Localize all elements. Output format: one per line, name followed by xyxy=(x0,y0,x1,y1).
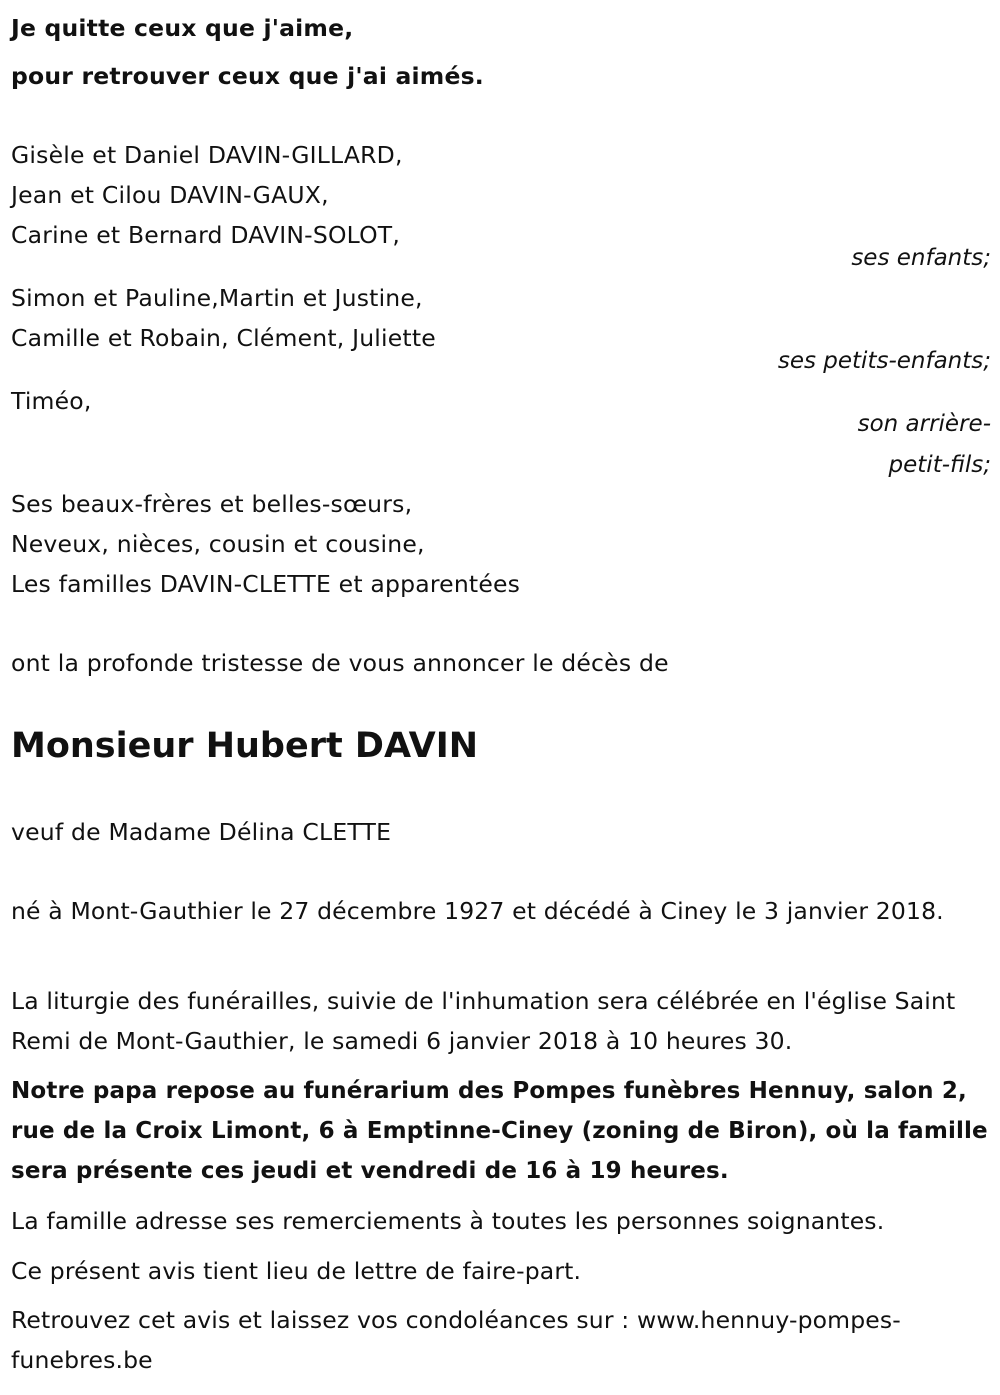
great-grandchildren-relation-line-1: son arrière- xyxy=(857,411,991,437)
funerarium-info: Notre papa repose au funérarium des Pompes funèbres Hennuy, salon 2, rue de la Croix Limont, 6 à Emptinne-Ciney (zoning de Biron), où la famille sera présente ces jeudi et vendredi de 16 à 19 heures. xyxy=(11,1078,988,1184)
epigraph-line-1: Je quitte ceux que j'aime, xyxy=(11,14,354,42)
deceased-name: Monsieur Hubert DAVIN xyxy=(11,726,479,766)
birth-death-dates: né à Mont-Gauthier le 27 décembre 1927 et décédé à Ciney le 3 janvier 2018. xyxy=(11,897,944,925)
child-name: Gisèle et Daniel DAVIN-GILLARD, xyxy=(11,141,403,169)
notice-statement: Ce présent avis tient lieu de lettre de faire-part. xyxy=(11,1257,582,1285)
grandchild-name: Camille et Robain, Clément, Juliette xyxy=(11,324,436,352)
child-name: Jean et Cilou DAVIN-GAUX, xyxy=(11,181,329,209)
widower-of: veuf de Madame Délina CLETTE xyxy=(11,818,392,846)
child-name: Carine et Bernard DAVIN-SOLOT, xyxy=(11,221,401,249)
thanks: La famille adresse ses remerciements à toutes les personnes soignantes. xyxy=(11,1207,885,1235)
extended-family-line: Ses beaux-frères et belles-sœurs, xyxy=(11,490,413,518)
great-grandchild-name: Timéo, xyxy=(11,387,92,415)
epigraph-line-2: pour retrouver ceux que j'ai aimés. xyxy=(11,62,484,90)
obituary-notice xyxy=(11,0,991,1395)
condolences-info: Retrouvez cet avis et laissez vos condoléances sur : www.hennuy-pompes-funebres.be xyxy=(11,1306,901,1374)
children-relation: ses enfants; xyxy=(851,245,991,271)
grandchild-name: Simon et Pauline,Martin et Justine, xyxy=(11,284,423,312)
liturgy-info: La liturgie des funérailles, suivie de l'inhumation sera célébrée en l'église Saint Remi de Mont-Gauthier, le samedi 6 janvier 2018 à 10 heures 30. xyxy=(11,987,956,1055)
great-grandchildren-relation-line-2: petit-fils; xyxy=(888,452,991,478)
extended-family-line: Neveux, nièces, cousin et cousine, xyxy=(11,530,425,558)
extended-family-line: Les familles DAVIN-CLETTE et apparentées xyxy=(11,570,521,598)
announcement: ont la profonde tristesse de vous annoncer le décès de xyxy=(11,649,669,677)
grandchildren-relation: ses petits-enfants; xyxy=(777,348,991,374)
